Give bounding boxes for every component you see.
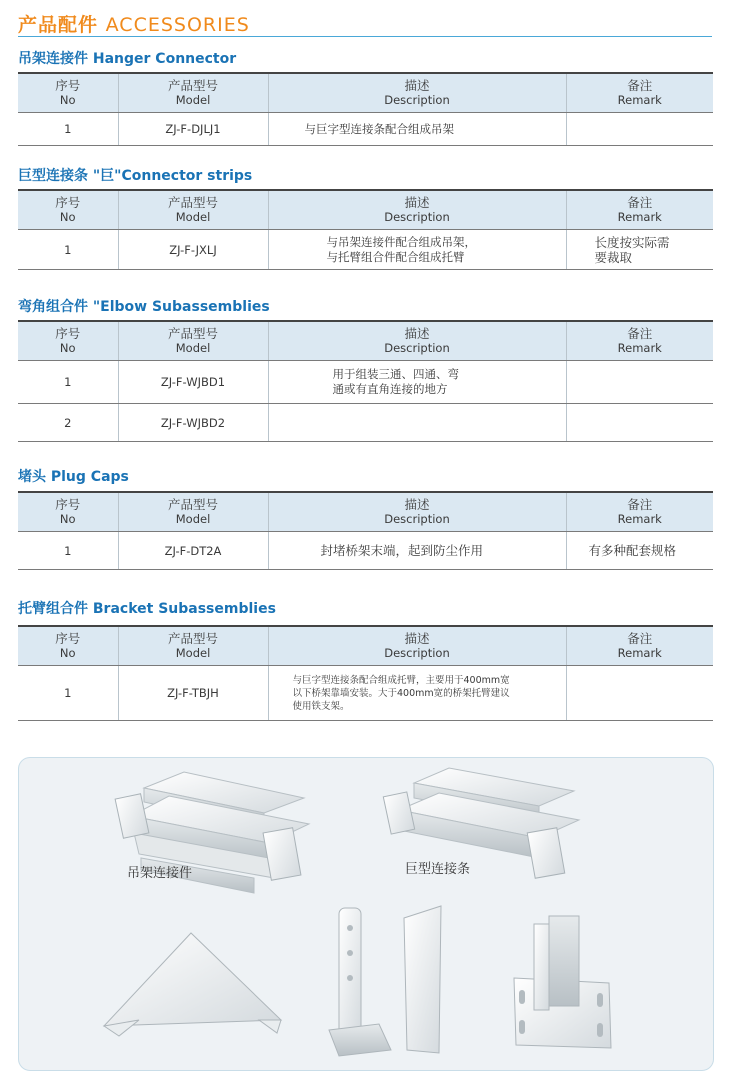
header-no: 序号 No: [18, 190, 118, 230]
table-header: [18, 321, 713, 361]
cell-description: 用于组装三通、四通、弯 通或有直角连接的地方: [268, 361, 566, 404]
header-no: 序号 No: [18, 73, 118, 113]
bracket-subassemblies-table: [18, 625, 713, 721]
table-header: [18, 73, 713, 113]
cell-remark: [566, 113, 713, 146]
header-description: 描述 Description: [268, 492, 566, 532]
table-row: [18, 361, 713, 404]
cell-remark: [566, 361, 713, 404]
cell-remark: 有多种配套规格: [566, 532, 713, 570]
header-remark: 备注 Remark: [566, 73, 713, 113]
table-row: [18, 113, 713, 146]
bracket-post-image: [329, 908, 391, 1056]
cell-remark: [566, 666, 713, 721]
table-row: [18, 666, 713, 721]
cell-no: 1: [18, 532, 118, 570]
section-title-bracket-subassemblies: 托臂组合件 Bracket Subassemblies: [18, 601, 276, 617]
table-row: [18, 230, 713, 270]
cell-no: 1: [18, 361, 118, 404]
page-title-en: ACCESSORIES: [105, 14, 250, 36]
section-title-plug-caps: 堵头 Plug Caps: [18, 469, 129, 485]
header-remark: 备注 Remark: [566, 321, 713, 361]
page-title: [18, 10, 250, 37]
elbow-subassemblies-table: [18, 320, 713, 442]
header-description: 描述 Description: [268, 626, 566, 666]
header-no: 序号 No: [18, 626, 118, 666]
bracket-base-image: [514, 916, 611, 1048]
table-row: [18, 532, 713, 570]
header-model: 产品型号 Model: [118, 73, 268, 113]
title-divider: [18, 36, 712, 37]
table-header: [18, 190, 713, 230]
plug-caps-table: [18, 491, 713, 570]
header-model: 产品型号 Model: [118, 492, 268, 532]
page-title-zh: 产品配件: [18, 14, 99, 36]
cell-model: ZJ-F-TBJH: [118, 666, 268, 721]
cell-description: 与巨字型连接条配合组成吊架: [268, 113, 566, 146]
table-header: [18, 626, 713, 666]
cell-model: ZJ-F-DJLJ1: [118, 113, 268, 146]
header-no: 序号 No: [18, 321, 118, 361]
caption-connector-strip: 巨型连接条: [405, 862, 471, 877]
header-model: 产品型号 Model: [118, 190, 268, 230]
table-row: [18, 404, 713, 442]
header-description: 描述 Description: [268, 73, 566, 113]
section-title-elbow-subassemblies: 弯角组合件 "Elbow Subassemblies: [18, 299, 270, 315]
hanger-connector-table: [18, 72, 713, 146]
cell-model: ZJ-F-WJBD2: [118, 404, 268, 442]
cell-model: ZJ-F-WJBD1: [118, 361, 268, 404]
header-remark: 备注 Remark: [566, 626, 713, 666]
cell-description: 封堵桥架末端，起到防尘作用: [268, 532, 566, 570]
table-header: [18, 492, 713, 532]
product-photo-panel: [18, 757, 714, 1071]
cell-remark: 长度按实际需 要裁取: [566, 230, 713, 270]
header-model: 产品型号 Model: [118, 626, 268, 666]
cell-description: [268, 404, 566, 442]
section-title-connector-strips: 巨型连接条 "巨"Connector strips: [18, 168, 253, 184]
cell-no: 2: [18, 404, 118, 442]
header-description: 描述 Description: [268, 190, 566, 230]
cell-model: ZJ-F-DT2A: [118, 532, 268, 570]
section-title-hanger-connector: 吊架连接件 Hanger Connector: [18, 51, 237, 67]
cell-no: 1: [18, 230, 118, 270]
cell-description: 与吊架连接件配合组成吊架， 与托臂组合件配合组成托臂: [268, 230, 566, 270]
header-model: 产品型号 Model: [118, 321, 268, 361]
cell-no: 1: [18, 666, 118, 721]
header-remark: 备注 Remark: [566, 190, 713, 230]
product-illustrations: [19, 758, 713, 1070]
bracket-plate-image: [404, 906, 441, 1053]
cell-remark: [566, 404, 713, 442]
header-no: 序号 No: [18, 492, 118, 532]
header-remark: 备注 Remark: [566, 492, 713, 532]
cell-model: ZJ-F-JXLJ: [118, 230, 268, 270]
header-description: 描述 Description: [268, 321, 566, 361]
caption-hanger-connector: 吊架连接件: [127, 866, 193, 881]
cell-description: 与巨字型连接条配合组成托臂，主要用于400mm宽 以下桥架靠墙安装。大于400mm宽的桥架托臂建议 使用铁支架。: [268, 666, 566, 721]
elbow-image: [104, 933, 281, 1036]
connector-strips-table: [18, 189, 713, 270]
cell-no: 1: [18, 113, 118, 146]
